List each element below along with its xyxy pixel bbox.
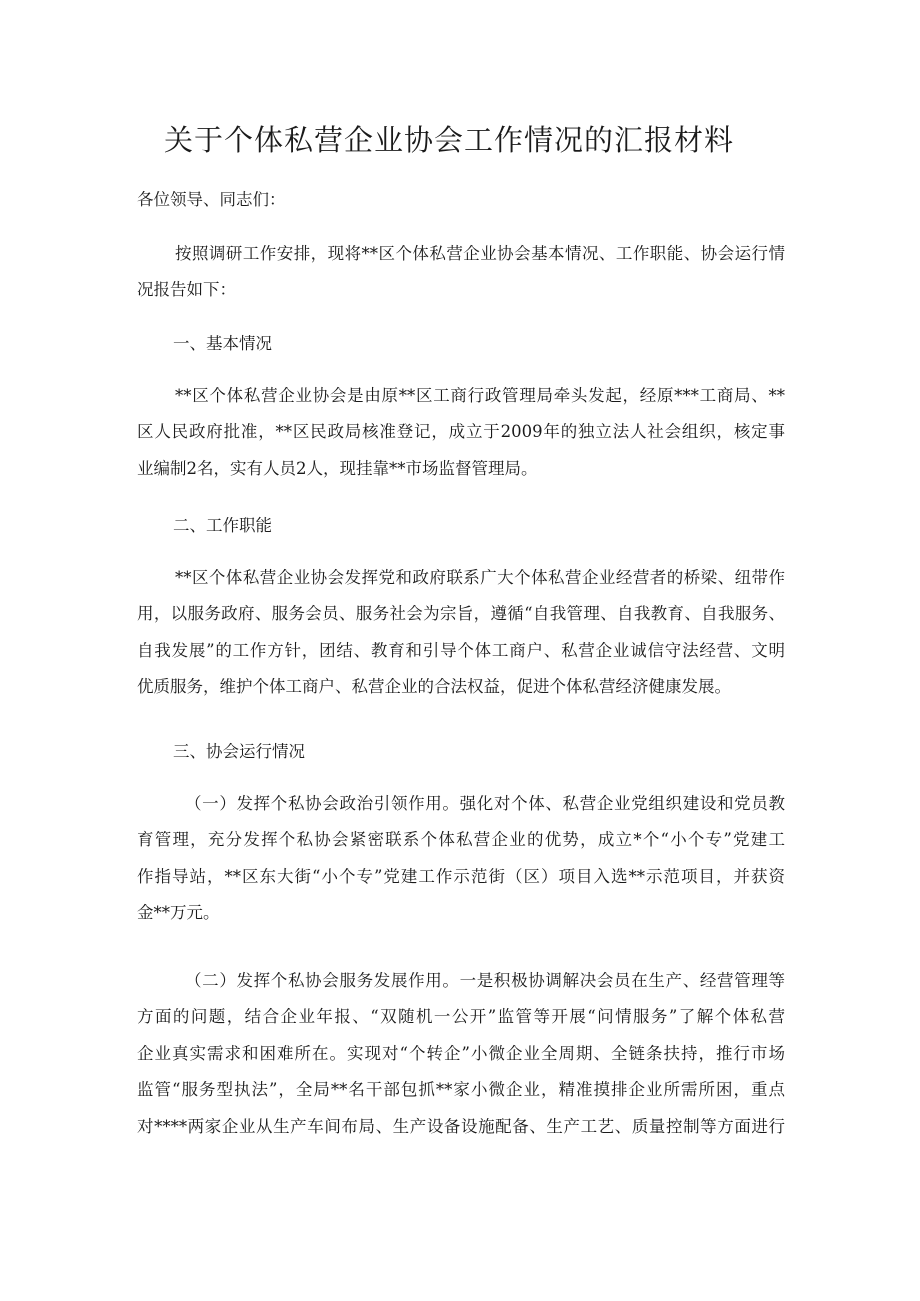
document-title: 关于个体私营企业协会工作情况的汇报材料: [164, 123, 735, 157]
paragraph-line: **区个体私营企业协会发挥党和政府联系广大个体私营企业经营者的桥梁、纽带作: [175, 568, 785, 587]
section-heading-operation: 三、协会运行情况: [173, 742, 305, 761]
salutation: 各位领导、同志们：: [137, 190, 286, 209]
intro-paragraph: [137, 236, 785, 309]
section-basic-paragraph: [137, 378, 785, 487]
paragraph-line: 按照调研工作安排，现将**区个体私营企业协会基本情况、工作职能、协会运行情: [175, 244, 785, 263]
paragraph-line: 用，以服务政府、服务会员、服务社会为宗旨，遵循“自我管理、自我教育、自我服务、: [137, 604, 785, 624]
section-heading-basic: 一、基本情况: [173, 334, 272, 353]
operation-item-political: [137, 786, 785, 932]
paragraph-line: 业编制2名，实有人员2人，现挂靠**市场监督管理局。: [137, 458, 538, 478]
paragraph-line: 自我发展”的工作方针，团结、教育和引导个体工商户、私营企业诚信守法经营、文明: [137, 640, 785, 660]
paragraph-line: 企业真实需求和困难所在。实现对“个转企”小微企业全周期、全链条扶持，推行市场: [137, 1043, 785, 1063]
section-heading-functions: 二、工作职能: [173, 516, 272, 535]
paragraph-line: 金**万元。: [137, 903, 220, 923]
paragraph-line: 方面的问题，结合企业年报、“双随机一公开”监管等开展“问情服务”了解个体私营: [137, 1007, 785, 1027]
paragraph-line: （一）发挥个私协会政治引领作用。强化对个体、私营企业党组织建设和党员教: [185, 794, 785, 813]
paragraph-line: 作指导站，**区东大街“小个专”党建工作示范街（区）项目入选**示范项目，并获资: [137, 866, 785, 886]
paragraph-line: 监管“服务型执法”，全局**名干部包抓**家小微企业，精准摸排企业所需所困，重点: [137, 1080, 785, 1100]
paragraph-line: 况报告如下：: [137, 280, 236, 300]
paragraph-line: （二）发挥个私协会服务发展作用。一是积极协调解决会员在生产、经营管理等: [185, 971, 785, 990]
operation-item-service: [137, 963, 785, 1145]
section-functions-paragraph: [137, 560, 785, 706]
paragraph-line: 育管理，充分发挥个私协会紧密联系个体私营企业的优势，成立*个“小个专”党建工: [137, 830, 785, 850]
paragraph-line: 区人民政府批准，**区民政局核准登记，成立于2009年的独立法人社会组织，核定事: [137, 422, 785, 442]
paragraph-line: **区个体私营企业协会是由原**区工商行政管理局牵头发起，经原***工商局、**: [175, 386, 785, 405]
paragraph-line: 优质服务，维护个体工商户、私营企业的合法权益，促进个体私营经济健康发展。: [137, 677, 731, 697]
paragraph-line: 对****两家企业从生产车间布局、生产设备设施配备、生产工艺、质量控制等方面进行: [137, 1116, 785, 1136]
